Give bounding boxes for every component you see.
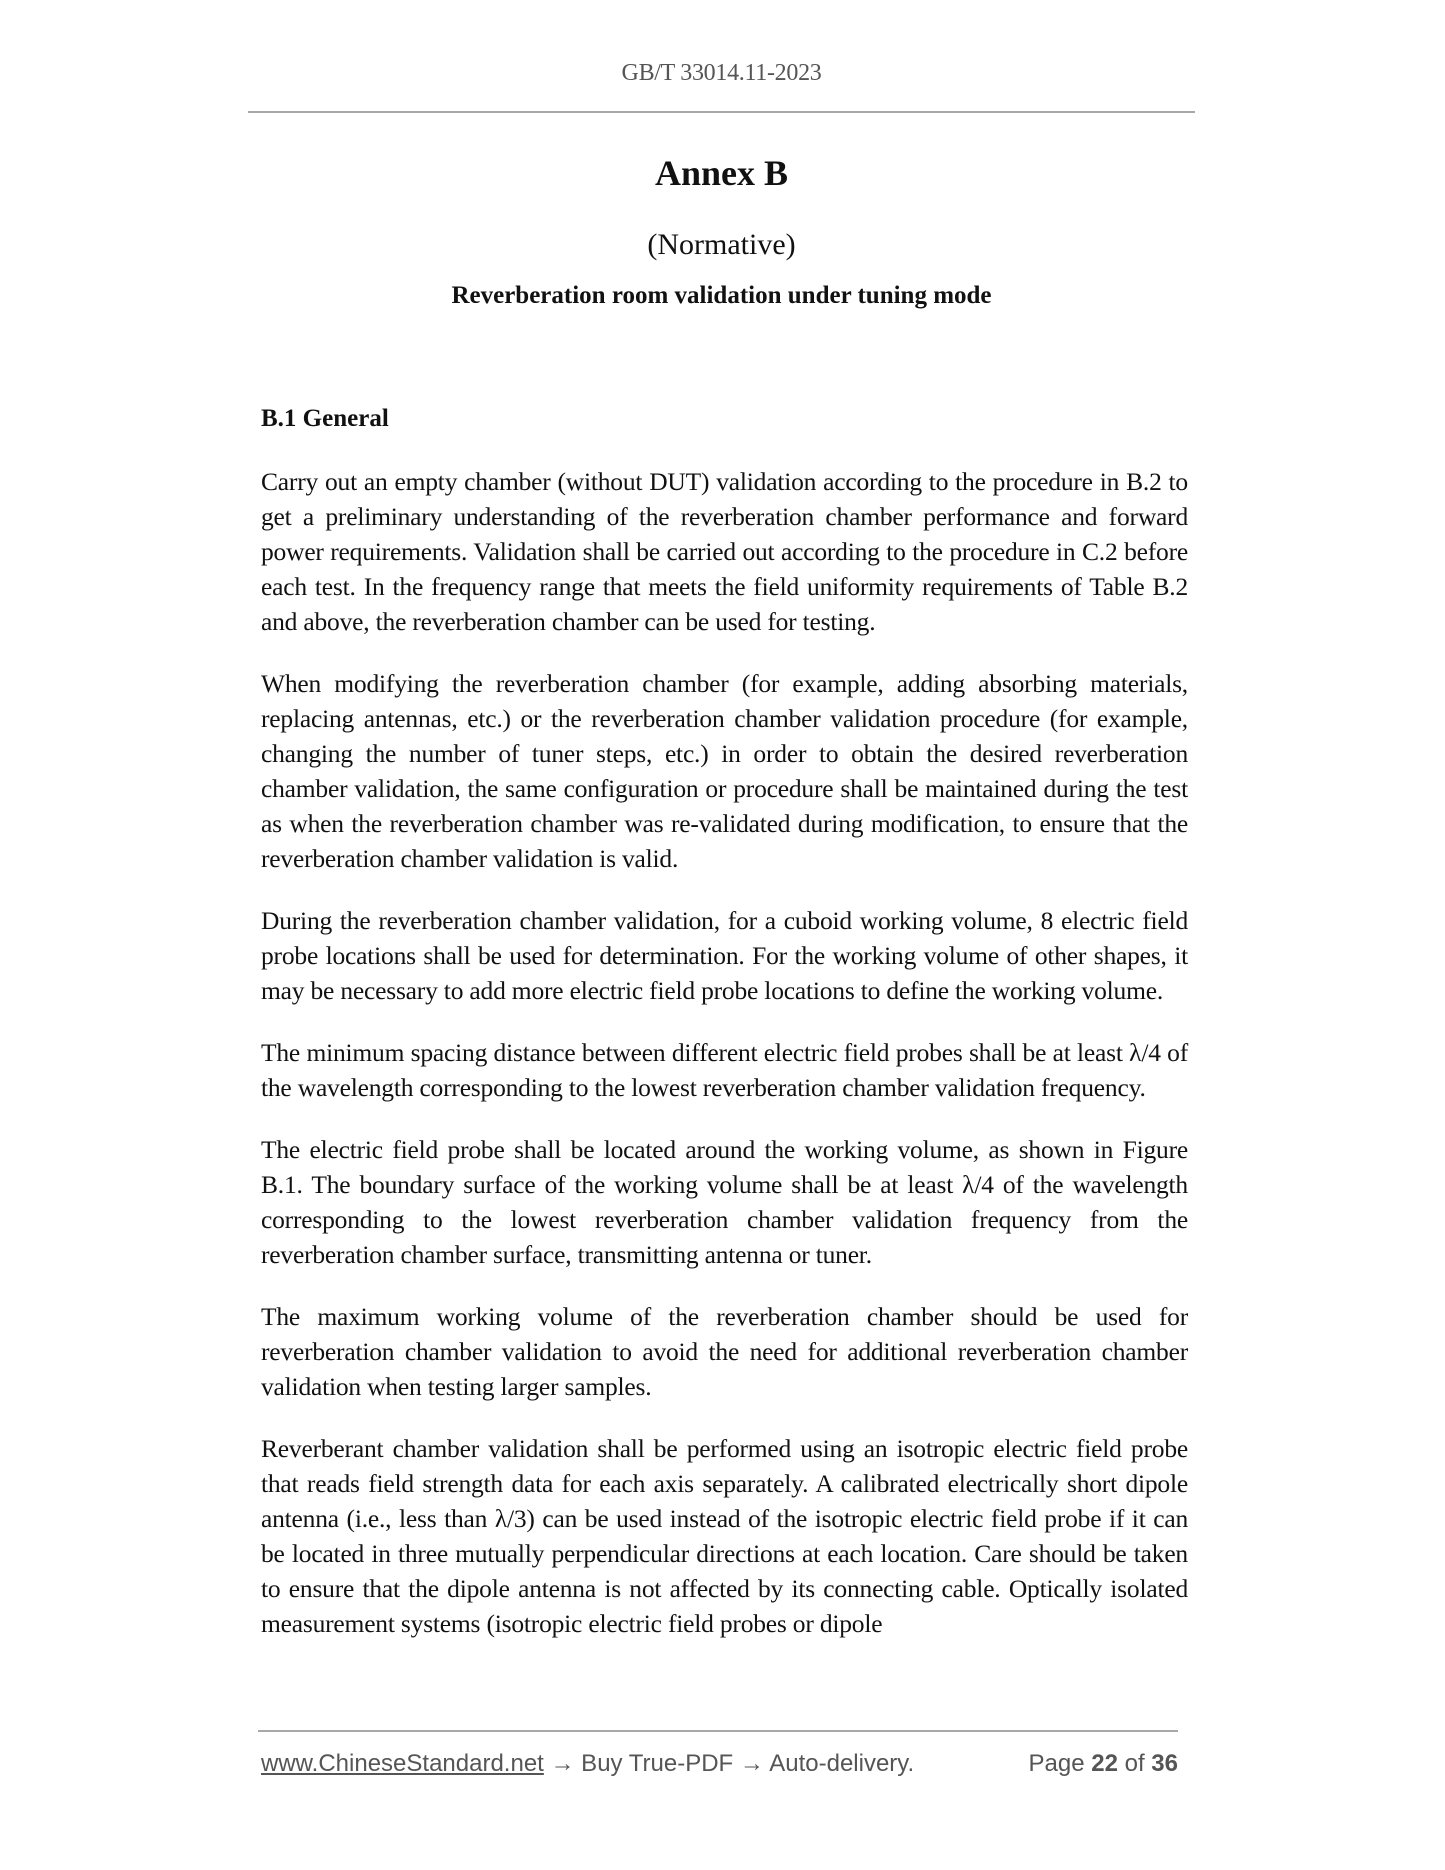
footer-promo [261,1750,914,1778]
annex-type: (Normative) [647,228,796,261]
footer-promo-text: → Buy True-PDF → Auto-delivery. [543,1750,915,1777]
footer-divider [258,1730,1178,1732]
paragraph: The electric field probe shall be located around the working volume, as shown in Figure B.1. The boundary surface of the working volume shall be at least λ/4 of the wavelength corresponding to the lowest reverberation chamber validation frequency from the reverberation chamber surface, transmitting antenna or tuner. [261,1135,1188,1269]
section-heading: B.1 General [261,405,389,432]
annex-subtitle: Reverberation room validation under tuning mode [451,282,992,309]
annex-title: Annex B [654,153,789,193]
page-label: Page [1028,1750,1092,1777]
page-current: 22 [1091,1750,1118,1777]
page-footer [261,1750,1178,1778]
header-divider [248,111,1195,113]
website-link[interactable]: www.ChineseStandard.net [261,1750,544,1777]
section-body [261,464,1188,1668]
paragraph: The minimum spacing distance between different electric field probes shall be at least λ/4 of the wavelength corresponding to the lowest reverberation chamber validation frequency. [261,1038,1188,1102]
page-indicator [1029,1750,1178,1778]
paragraph: Reverberant chamber validation shall be performed using an isotropic electric field probe that reads field strength data for each axis separately. A calibrated electrically short dipole antenna (i.e., less than λ/3) can be used instead of the isotropic electric field probe if it can be located in three mutually perpendicular directions at each location. Care should be taken to ensure that the dipole antenna is not affected by its connecting cable. Optically isolated measurement systems (isotropic electric field probes or dipole [261,1434,1188,1638]
paragraph: The maximum working volume of the reverberation chamber should be used for reverberation chamber validation to avoid the need for additional reverberation chamber validation when testing larger samples. [261,1302,1188,1401]
paragraph: During the reverberation chamber validation, for a cuboid working volume, 8 electric field probe locations shall be used for determination. For the working volume of other shapes, it may be necessary to add more electric field probe locations to define the working volume. [261,906,1188,1005]
paragraph: Carry out an empty chamber (without DUT) validation according to the procedure in B.2 to get a preliminary understanding of the reverberation chamber performance and forward power requirements. Validation shall be carried out according to the procedure in C.2 before each test. In the frequency range that meets the field uniformity requirements of Table B.2 and above, the reverberation chamber can be used for testing. [261,467,1188,636]
page-of: of [1117,1750,1152,1777]
paragraph: When modifying the reverberation chamber (for example, adding absorbing materials, replacing antennas, etc.) or the reverberation chamber validation procedure (for example, changing the number of tuner steps, etc.) in order to obtain the desired reverberation chamber validation, the same configuration or procedure shall be maintained during the test as when the reverberation chamber was re-validated during modification, to ensure that the reverberation chamber validation is valid. [261,669,1188,873]
page-header-standard-id: GB/T 33014.11-2023 [621,60,822,86]
page-total: 36 [1151,1750,1178,1777]
